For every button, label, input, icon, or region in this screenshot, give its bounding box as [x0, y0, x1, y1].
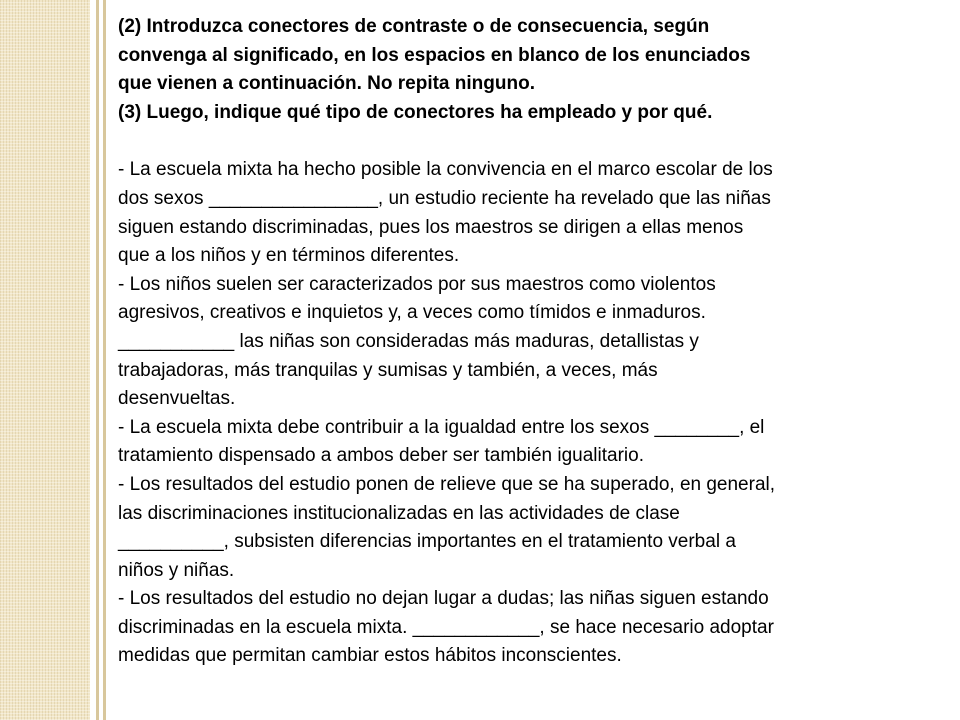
text-line: que a los niños y en términos diferentes. — [118, 245, 460, 267]
text-line: trabajadoras, más tranquilas y sumisas y también, a veces, más — [118, 359, 658, 381]
exercise-item-3 — [118, 414, 944, 471]
text-line: medidas que permitan cambiar estos hábitos inconscientes. — [118, 645, 622, 667]
text-line: - La escuela mixta debe contribuir a la igualdad entre los sexos ________, el — [118, 416, 765, 438]
text-line: - Los niños suelen ser caracterizados por sus maestros como violentos — [118, 273, 716, 295]
text-line: ___________ las niñas son consideradas más maduras, detallistas y — [118, 330, 699, 352]
instruction-step-3 — [118, 99, 944, 128]
exercise-item-1 — [118, 156, 944, 270]
text-line: desenvueltas. — [118, 388, 236, 410]
decorative-vertical-line — [103, 0, 106, 720]
text-line: __________, subsisten diferencias importantes en el tratamiento verbal a — [118, 531, 736, 553]
text-line: - Los resultados del estudio ponen de relieve que se ha superado, en general, — [118, 473, 776, 495]
text-line: convenga al significado, en los espacios en blanco de los enunciados — [118, 44, 751, 66]
exercise-item-4 — [118, 471, 944, 585]
text-line: tratamiento dispensado a ambos deber ser también igualitario. — [118, 445, 644, 467]
decorative-vertical-line — [96, 0, 99, 720]
text-line: (2) Introduzca conectores de contraste o de consecuencia, según — [118, 16, 710, 37]
text-line: - La escuela mixta ha hecho posible la convivencia en el marco escolar de los — [118, 159, 773, 181]
text-line: siguen estando discriminadas, pues los maestros se dirigen a ellas menos — [118, 216, 744, 238]
exercise-text — [118, 13, 944, 671]
instructions — [118, 13, 944, 127]
decorative-side-strip — [0, 0, 90, 720]
text-line: - Los resultados del estudio no dejan lugar a dudas; las niñas siguen estando — [118, 588, 769, 610]
instruction-step-2 — [118, 13, 944, 99]
text-line: las discriminaciones institucionalizadas en las actividades de clase — [118, 502, 680, 524]
exercise-item-2 — [118, 271, 944, 414]
text-line: que vienen a continuación. No repita ninguno. — [118, 73, 535, 95]
text-line: (3) Luego, indique qué tipo de conectores ha empleado y por qué. — [118, 101, 713, 123]
text-line: discriminadas en la escuela mixta. ____________, se hace necesario adoptar — [118, 616, 774, 638]
text-line: niños y niñas. — [118, 559, 235, 581]
text-line: dos sexos ________________, un estudio reciente ha revelado que las niñas — [118, 187, 771, 209]
spacer — [118, 127, 944, 156]
text-line: agresivos, creativos e inquietos y, a veces como tímidos e inmaduros. — [118, 302, 706, 324]
exercise-item-5 — [118, 585, 944, 671]
